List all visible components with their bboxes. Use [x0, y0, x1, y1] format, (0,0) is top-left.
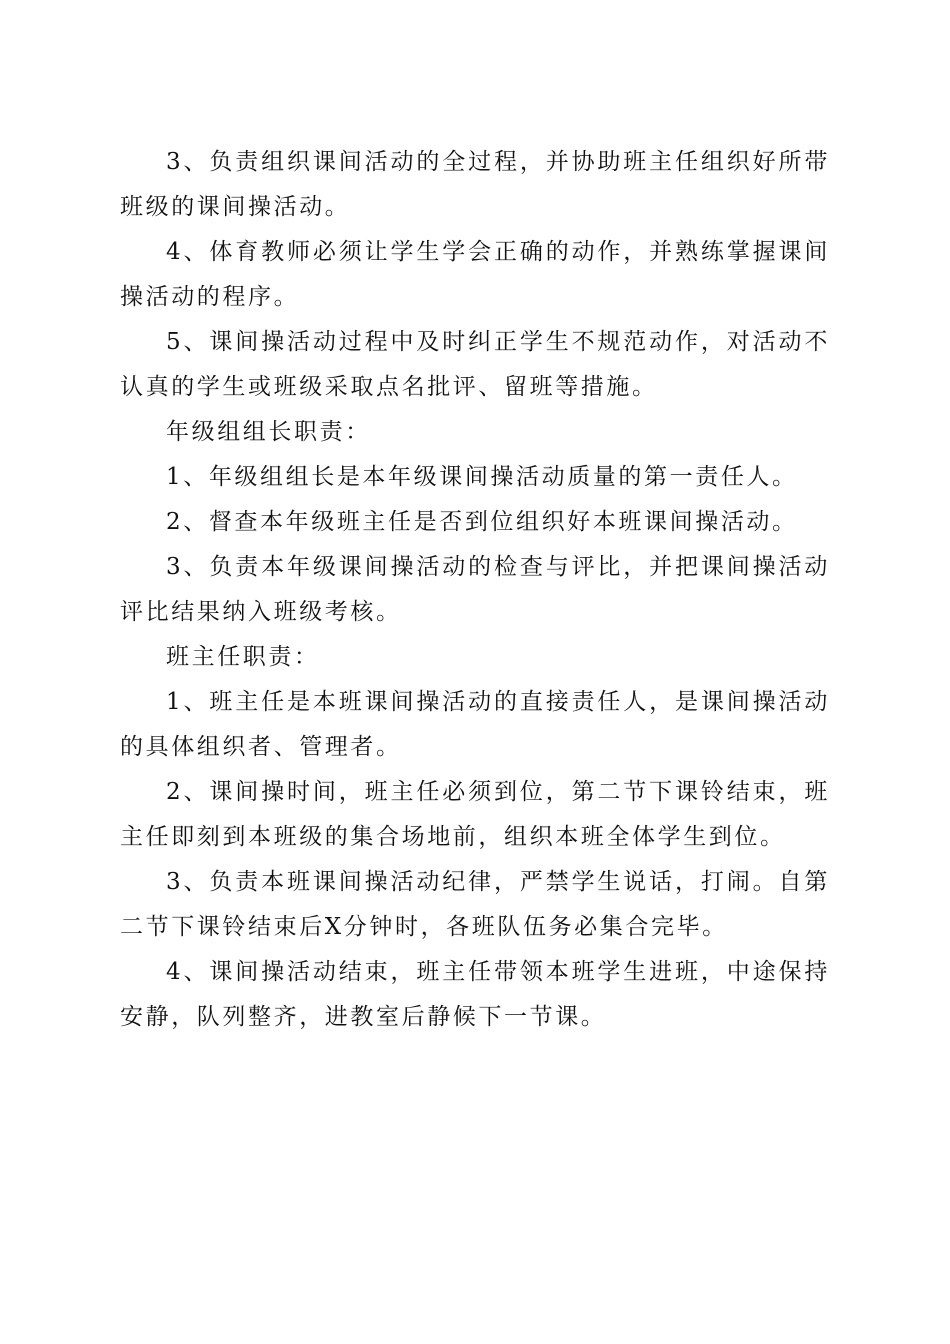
- paragraph-head-teacher-duty-4: 4、课间操活动结束，班主任带领本班学生进班，中途保持安静，队列整齐，进教室后静候下一节课。: [120, 959, 830, 1030]
- paragraph-head-teacher-duty-2: 2、课间操时间，班主任必须到位，第二节下课铃结束，班主任即刻到本班级的集合场地前，组织本班全体学生到位。: [120, 779, 830, 850]
- paragraph-grade-leader-duty-2: 2、督查本年级班主任是否到位组织好本班课间操活动。: [166, 509, 798, 535]
- paragraph-grade-leader-duty-1: 1、年级组组长是本年级课间操活动质量的第一责任人。: [166, 464, 798, 490]
- paragraph-grade-leader-duty-3: 3、负责本年级课间操活动的检查与评比，并把课间操活动评比结果纳入班级考核。: [120, 554, 830, 625]
- paragraph-head-teacher-duty-3: 3、负责本班课间操活动纪律，严禁学生说话，打闹。自第二节下课铃结束后X分钟时，各班队伍务必集合完毕。: [120, 869, 830, 940]
- heading-grade-leader-duties: 年级组组长职责：: [166, 419, 371, 445]
- document-body: [120, 140, 830, 1040]
- paragraph-pe-teacher-duty-4: 4、体育教师必须让学生学会正确的动作，并熟练掌握课间操活动的程序。: [120, 239, 830, 310]
- paragraph-pe-teacher-duty-5: 5、课间操活动过程中及时纠正学生不规范动作，对活动不认真的学生或班级采取点名批评、留班等措施。: [120, 329, 830, 400]
- paragraph-pe-teacher-duty-3: 3、负责组织课间活动的全过程，并协助班主任组织好所带班级的课间操活动。: [120, 149, 830, 220]
- heading-head-teacher-duties: 班主任职责：: [166, 644, 320, 670]
- paragraph-head-teacher-duty-1: 1、班主任是本班课间操活动的直接责任人，是课间操活动的具体组织者、管理者。: [120, 689, 830, 760]
